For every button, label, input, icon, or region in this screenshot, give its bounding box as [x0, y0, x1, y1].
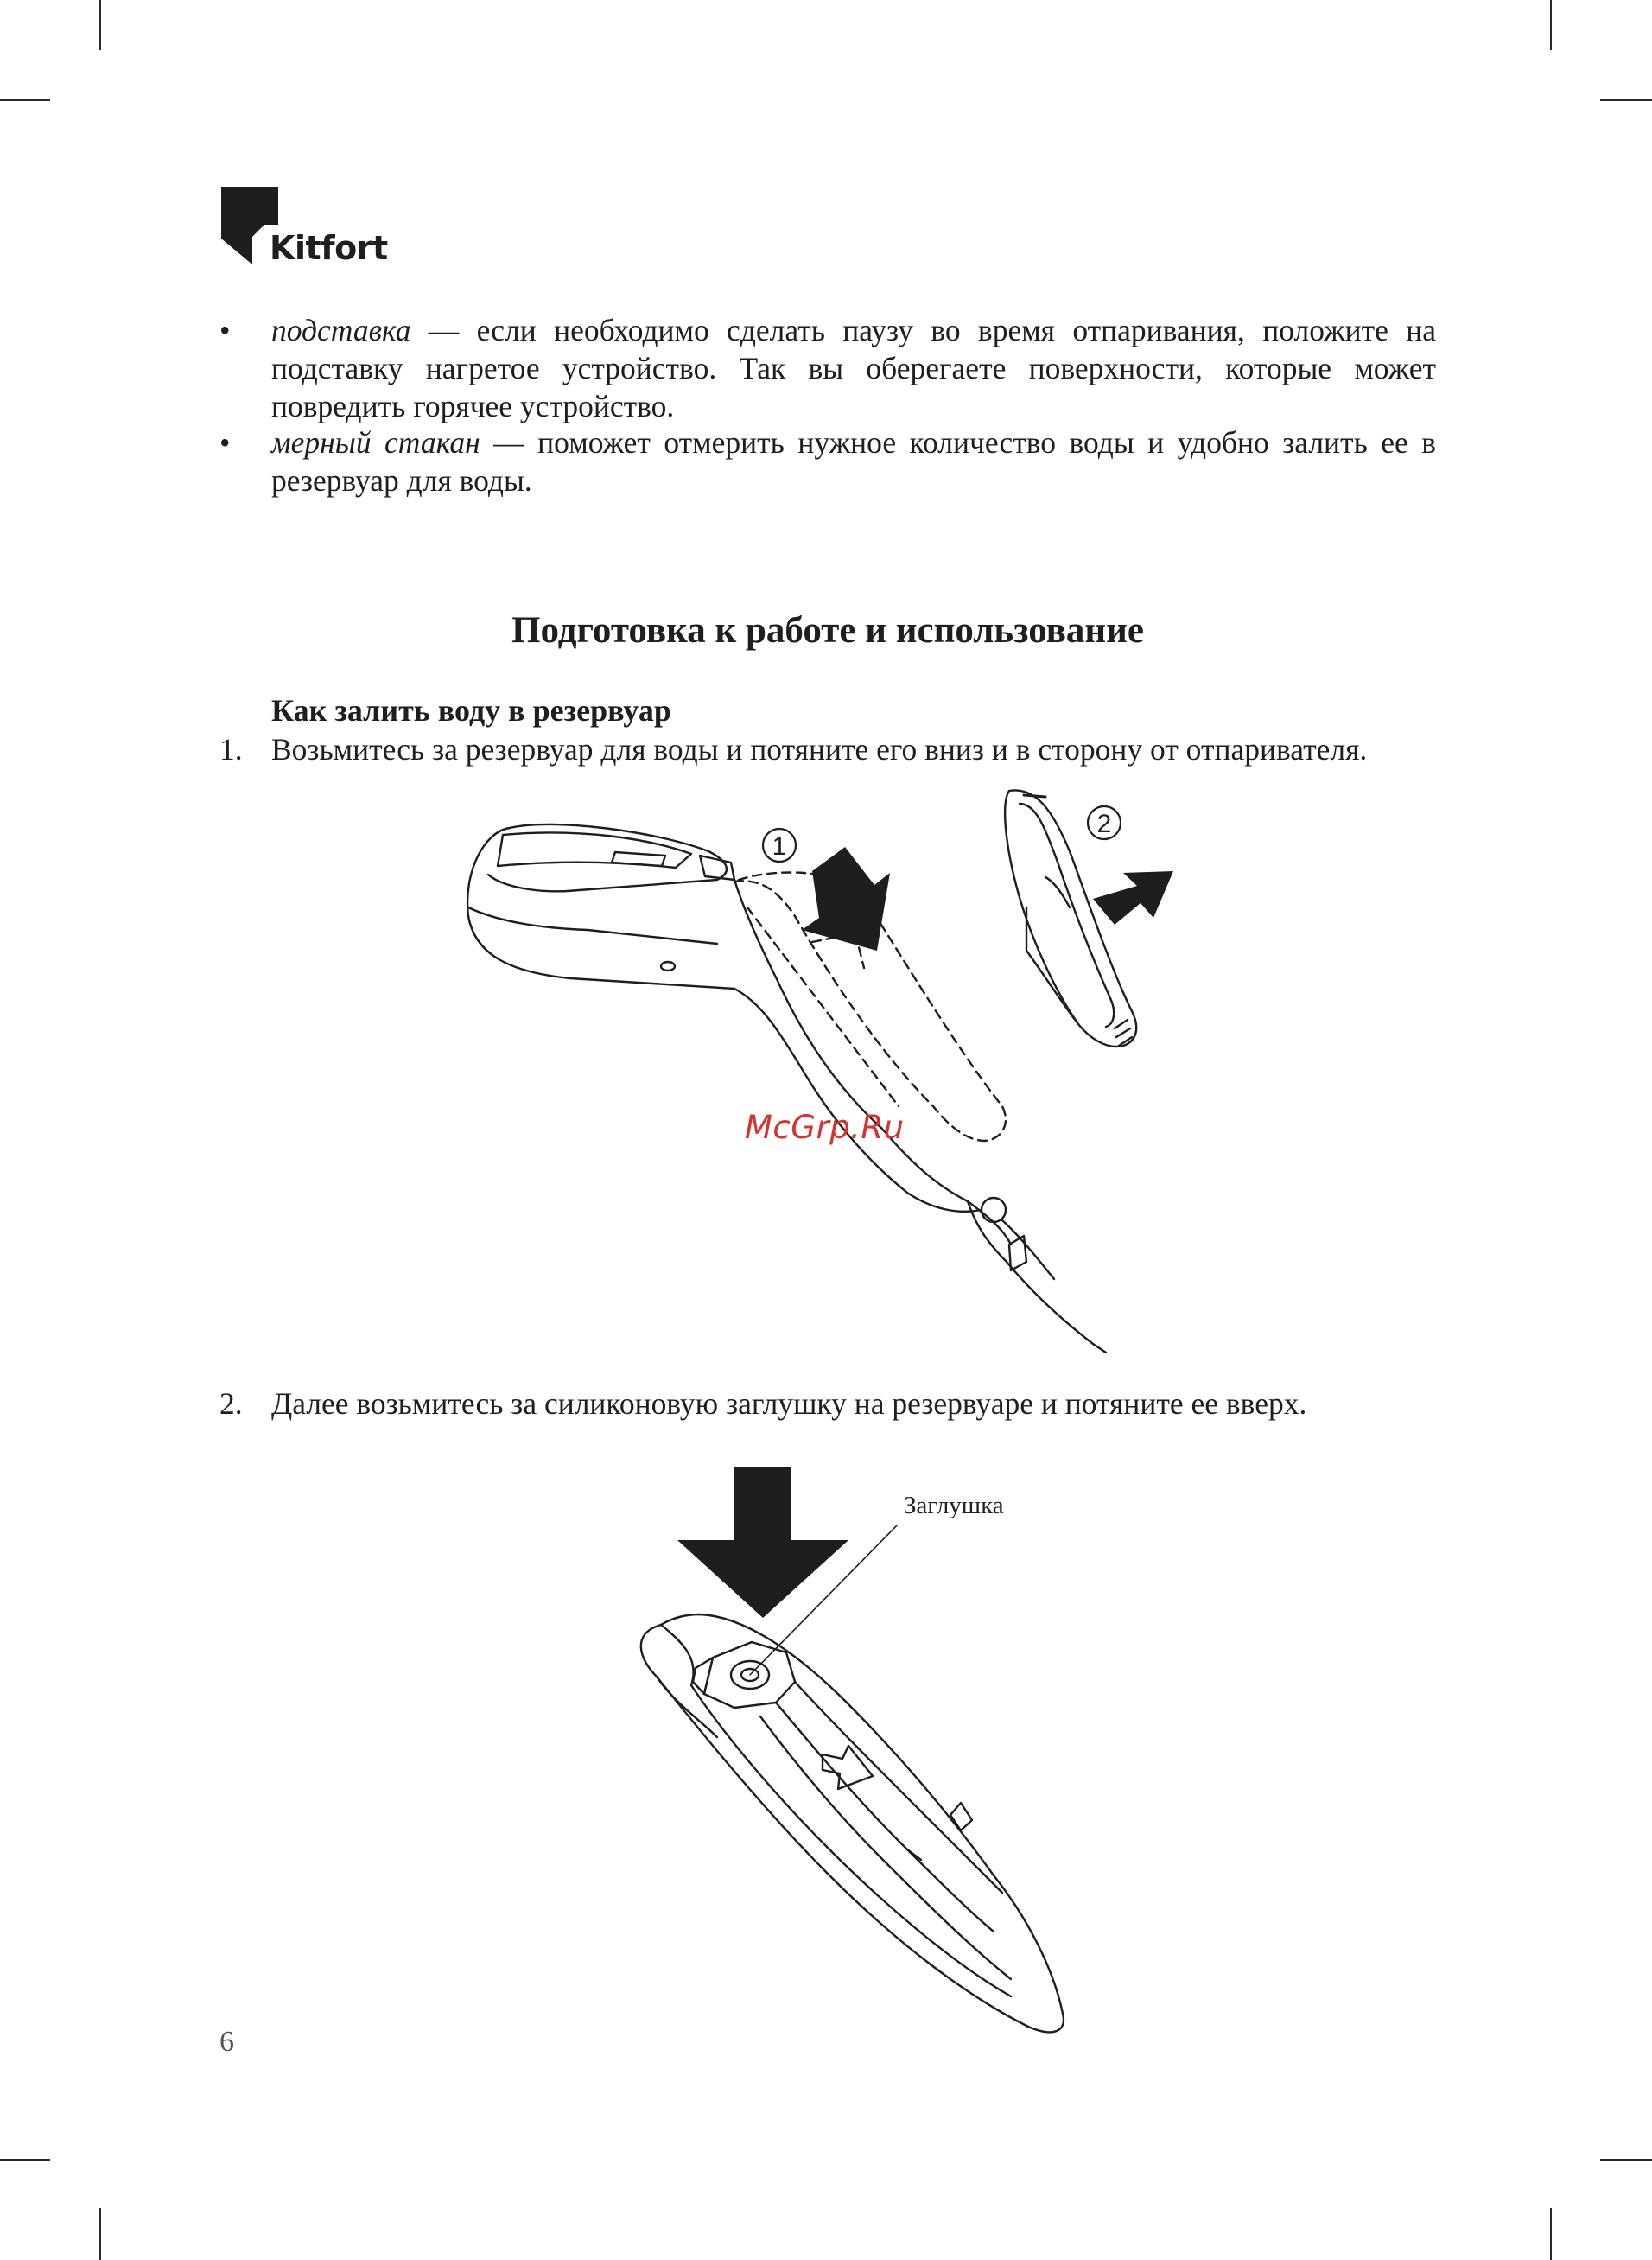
steamer-tank-removal-illustration — [449, 778, 1227, 1366]
crop-mark — [1600, 99, 1652, 101]
section-subtitle: Как залить воду в резервуар — [271, 693, 671, 728]
arrow-down-icon — [677, 1467, 848, 1618]
bullet-text: — поможет отмерить нужное количество воды и удобно залить ее в резервуар для воды. — [271, 425, 1436, 498]
crop-mark — [1550, 0, 1552, 50]
arrow-up-right-icon — [1093, 871, 1173, 925]
step-text: Далее возьмитесь за силиконовую заглушку на резервуаре и потяните ее вверх. — [271, 1386, 1307, 1421]
bullet-term: подставка — [271, 313, 411, 347]
crop-mark — [1550, 2208, 1552, 2260]
section-title: Подготовка к работе и использование — [511, 610, 1144, 651]
list-item — [219, 423, 1436, 500]
bullet-marker: • — [219, 313, 231, 347]
crop-mark — [0, 99, 50, 101]
brand-name: Kitfort — [270, 229, 388, 267]
step-number: 1. — [219, 732, 243, 767]
step-item — [219, 730, 1436, 768]
list-item — [219, 311, 1436, 425]
figure-label: 1 — [772, 832, 787, 861]
tank-plug-illustration — [622, 1461, 1106, 2048]
bullet-marker: • — [219, 425, 231, 460]
figure-label: 2 — [1096, 810, 1112, 838]
crop-mark — [1600, 2159, 1652, 2161]
step-number: 2. — [219, 1386, 243, 1421]
bullet-text: — если необходимо сделать паузу во время отпаривания, положите на подставку нагретое устройство. Так вы оберегаете поверхности, которые может повредить горячее устройство. — [271, 313, 1436, 423]
page-number: 6 — [219, 2026, 234, 2058]
crop-mark — [0, 2159, 50, 2161]
crop-mark — [99, 2208, 101, 2260]
step-text: Возьмитесь за резервуар для воды и потяните его вниз и в сторону от отпаривателя. — [271, 732, 1368, 767]
crop-mark — [99, 0, 101, 50]
arrow-down-right-icon — [802, 847, 890, 951]
step-item — [219, 1385, 1436, 1423]
watermark: McGrp.Ru — [745, 1109, 905, 1146]
callout-label: Заглушка — [904, 1492, 1004, 1519]
bullet-term: мерный стакан — [271, 425, 480, 460]
